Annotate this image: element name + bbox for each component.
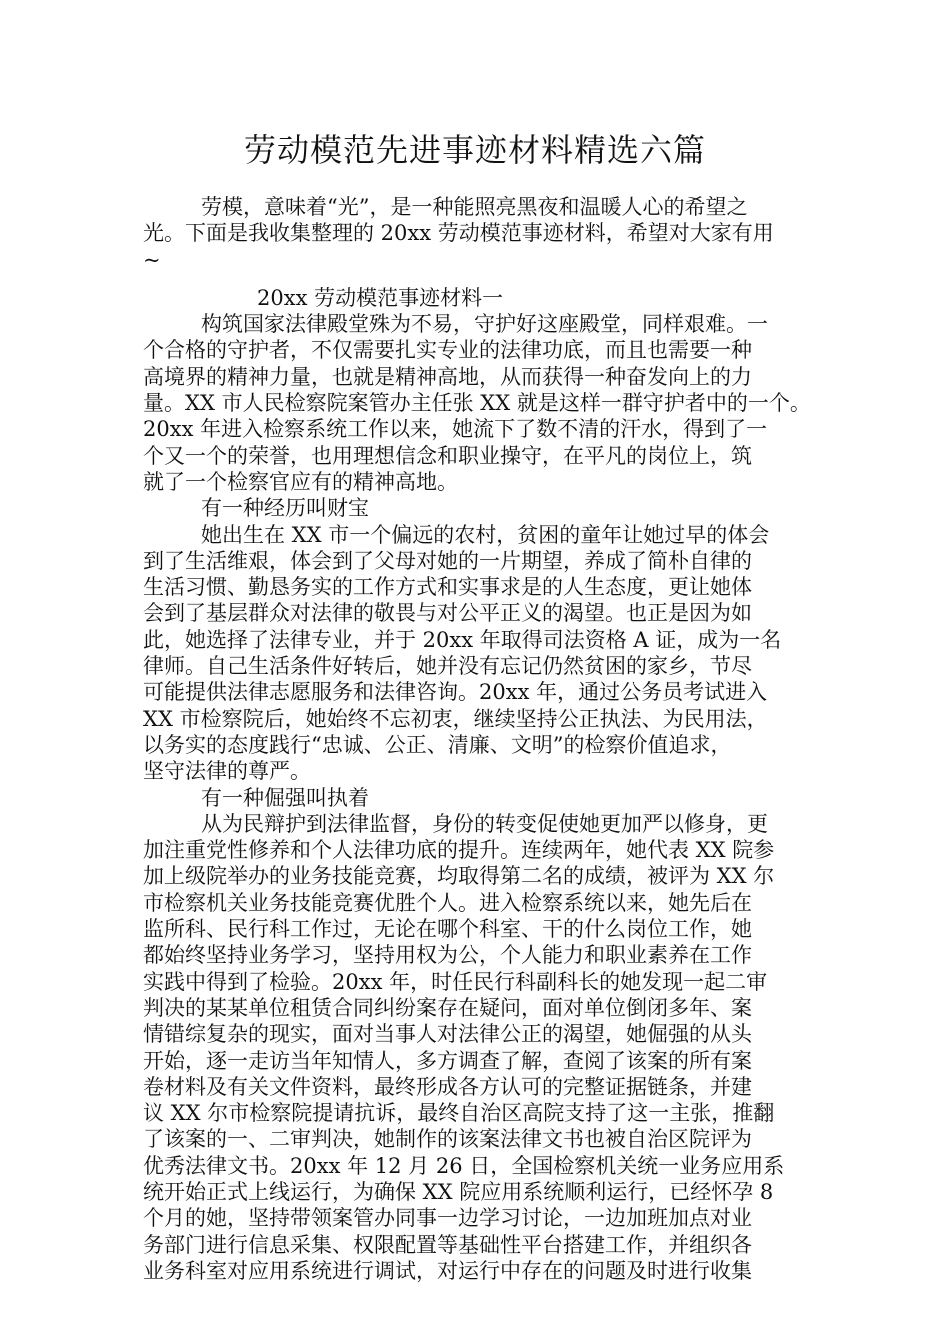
paragraph-line: 量。XX 市人民检察院案管办主任张 XX 就是这样一群守护者中的一个。 (143, 391, 811, 416)
paragraph-line: 会到了基层群众对法律的敬畏与对公平正义的渴望。也正是因为如 (143, 601, 752, 626)
paragraph-line: 个又一个的荣誉，也用理想信念和职业操守，在平凡的岗位上，筑 (143, 443, 752, 468)
paragraph-line: 可能提供法律志愿服务和法律咨询。20xx 年，通过公务员考试进入 (143, 680, 768, 705)
document-title: 劳动模范先进事迹材料精选六篇 (243, 131, 706, 169)
paragraph-line: 光。下面是我收集整理的 20xx 劳动模范事迹材料，希望对大家有用 (143, 221, 774, 246)
paragraph-line: 她出生在 XX 市一个偏远的农村，贫困的童年让她过早的体会 (201, 522, 770, 547)
paragraph-line: 开始，逐一走访当年知情人，多方调查了解，查阅了该案的所有案 (143, 1048, 752, 1073)
paragraph-line: 市检察机关业务技能竞赛优胜个人。进入检察系统以来，她先后在 (143, 890, 752, 915)
paragraph-line: 构筑国家法律殿堂殊为不易，守护好这座殿堂，同样艰难。一 (201, 312, 768, 337)
subheading: 有一种倔强叫执着 (201, 785, 369, 810)
paragraph-line: 判决的某某单位租赁合同纠纷案存在疑问，面对单位倒闭多年、案 (143, 995, 752, 1020)
paragraph-line: 此，她选择了法律专业，并于 20xx 年取得司法资格 A 证，成为一名 (143, 627, 782, 652)
paragraph-line: 个合格的守护者，不仅需要扎实专业的法律功底，而且也需要一种 (143, 338, 752, 363)
paragraph-line: 从为民辩护到法律监督，身份的转变促使她更加严以修身，更 (201, 811, 768, 836)
paragraph-line: 律师。自己生活条件好转后，她并没有忘记仍然贫困的家乡，节尽 (143, 654, 752, 679)
paragraph-line: 议 XX 尔市检察院提请抗诉，最终自治区高院支持了这一主张，推翻 (143, 1101, 775, 1126)
paragraph-line: 加上级院举办的业务技能竞赛，均取得第二名的成绩，被评为 XX 尔 (143, 864, 775, 889)
paragraph-line: 优秀法律文书。20xx 年 12 月 26 日，全国检察机关统一业务应用系 (143, 1153, 785, 1178)
paragraph-line: 情错综复杂的现实，面对当事人对法律公正的渴望，她倔强的从头 (143, 1022, 752, 1047)
paragraph-line: 生活习惯、勤恳务实的工作方式和实事求是的人生态度，更让她体 (143, 575, 752, 600)
paragraph-line: 都始终坚持业务学习，坚持用权为公，个人能力和职业素养在工作 (143, 943, 752, 968)
paragraph-line: 业务科室对应用系统进行调试，对运行中存在的问题及时进行收集 (143, 1258, 752, 1283)
paragraph-line: 实践中得到了检验。20xx 年，时任民行科副科长的她发现一起二审 (143, 969, 768, 994)
section-heading: 20xx 劳动模范事迹材料一 (257, 285, 504, 310)
paragraph-line: 20xx 年进入检察系统工作以来，她流下了数不清的汗水，得到了一 (143, 417, 768, 442)
subheading: 有一种经历叫财宝 (201, 496, 369, 521)
document-body (143, 194, 811, 1284)
paragraph-line: 劳模，意味着“光”，是一种能照亮黑夜和温暖人心的希望之 (201, 195, 748, 219)
paragraph-line: 卷材料及有关文件资料，最终形成各方认可的完整证据链条，并建 (143, 1074, 752, 1099)
paragraph-line: 到了生活维艰，体会到了父母对她的一片期望，养成了简朴自律的 (143, 548, 752, 573)
paragraph-line: XX 市检察院后，她始终不忘初衷，继续坚持公正执法、为民用法， (143, 706, 768, 731)
paragraph-line: 高境界的精神力量，也就是精神高地，从而获得一种奋发向上的力 (143, 364, 752, 389)
paragraph-line: 务部门进行信息采集、权限配置等基础性平台搭建工作，并组织各 (143, 1232, 752, 1257)
paragraph-line: 个月的她，坚持带领案管办同事一边学习讨论，一边加班加点对业 (143, 1206, 752, 1231)
paragraph-line: ~ (143, 247, 161, 272)
paragraph-line: 统开始正式上线运行，为确保 XX 院应用系统顺利运行，已经怀孕 8 (143, 1179, 774, 1204)
paragraph-line: 以务实的态度践行“忠诚、公正、清廉、文明”的检察价值追求， (143, 732, 732, 757)
paragraph-line: 了该案的一、二审判决，她制作的该案法律文书也被自治区院评为 (143, 1127, 752, 1152)
paragraph-line: 监所科、民行科工作过，无论在哪个科室、干的什么岗位工作，她 (143, 917, 752, 942)
paragraph-line: 坚守法律的尊严。 (143, 759, 311, 784)
paragraph-line: 就了一个检察官应有的精神高地。 (143, 469, 458, 494)
paragraph-line: 加注重党性修养和个人法律功底的提升。连续两年，她代表 XX 院参 (143, 838, 775, 863)
